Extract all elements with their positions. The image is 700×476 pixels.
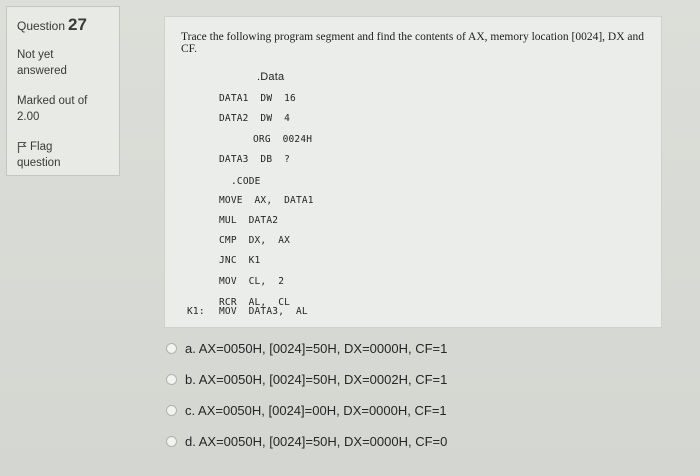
- status-line-1: Not yet: [17, 49, 54, 61]
- flag-label-2: question: [17, 157, 61, 169]
- option-c-letter: c.: [185, 403, 196, 418]
- option-d-text: AX=0050H, [0024]=50H, DX=0000H, CF=0: [198, 434, 448, 449]
- flag-label-1: Flag: [30, 141, 53, 153]
- flag-question-link[interactable]: [17, 139, 109, 171]
- option-b-radio[interactable]: [166, 374, 177, 385]
- option-c-radio[interactable]: [166, 405, 177, 416]
- code-line-mul: MUL DATA2: [219, 215, 279, 226]
- question-content-panel: [164, 16, 662, 328]
- question-number: 27: [68, 15, 87, 34]
- option-a-text: AX=0050H, [0024]=50H, DX=0000H, CF=1: [198, 341, 448, 356]
- option-d[interactable]: [166, 434, 447, 449]
- code-data-directive: .Data: [257, 71, 285, 83]
- option-c[interactable]: [166, 403, 447, 418]
- option-d-letter: d.: [185, 434, 196, 449]
- marks-value: 2.00: [17, 111, 40, 123]
- option-d-radio[interactable]: [166, 436, 177, 447]
- marks-label: Marked out of: [17, 95, 88, 107]
- question-title-label: Question: [17, 19, 66, 33]
- code-line-mov-cl: MOV CL, 2: [219, 276, 285, 287]
- code-label-k1: K1:: [187, 306, 205, 317]
- option-c-text: AX=0050H, [0024]=00H, DX=0000H, CF=1: [198, 403, 447, 418]
- question-marks: [17, 93, 109, 125]
- code-line-rcr: RCR AL, CL: [219, 297, 291, 308]
- flag-icon: [17, 141, 27, 153]
- option-b-letter: b.: [185, 372, 196, 387]
- code-line-mov-data3: MOV DATA3, AL: [219, 306, 308, 317]
- status-line-2: answered: [17, 65, 67, 77]
- option-a-letter: a.: [185, 341, 196, 356]
- option-a[interactable]: [166, 341, 447, 356]
- code-line-org: ORG 0024H: [253, 134, 313, 145]
- question-info-panel: [6, 6, 120, 176]
- option-a-radio[interactable]: [166, 343, 177, 354]
- question-title: [17, 15, 109, 35]
- code-line-data2: DATA2 DW 4: [219, 113, 291, 124]
- code-line-jnc: JNC K1: [219, 255, 261, 266]
- option-b[interactable]: [166, 372, 447, 387]
- code-line-cmp: CMP DX, AX: [219, 235, 291, 246]
- code-line-data3: DATA3 DB ?: [219, 154, 291, 165]
- code-line-move: MOVE AX, DATA1: [219, 195, 314, 206]
- code-line-data1: DATA1 DW 16: [219, 93, 296, 104]
- option-b-text: AX=0050H, [0024]=50H, DX=0002H, CF=1: [198, 372, 448, 387]
- question-text: Trace the following program segment and find the contents of AX, memory location [0024], DX and CF.: [181, 31, 644, 55]
- question-status: [17, 47, 109, 79]
- code-code-directive: .CODE: [231, 176, 261, 187]
